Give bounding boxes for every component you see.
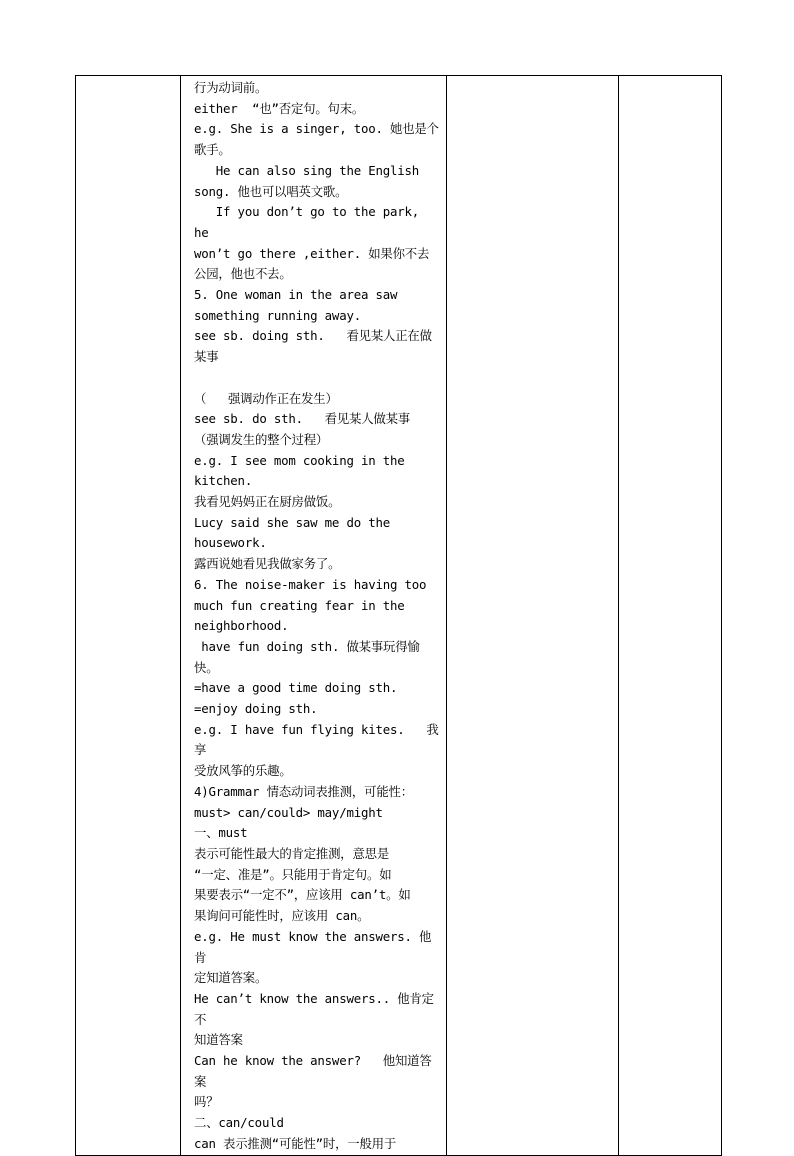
text-line: neighborhood. — [194, 618, 289, 634]
content-text — [181, 76, 446, 1155]
lesson-plan-table — [75, 75, 722, 1156]
text-line: see sb. do sth. 看见某人做某事 — [194, 411, 411, 427]
text-line: 果要表示“一定不”，应该用 can’t。如 — [194, 887, 411, 903]
text-line: much fun creating fear in the — [194, 597, 405, 613]
left-margin-cell — [76, 76, 181, 1156]
text-line: 吗？ — [194, 1094, 219, 1110]
text-line: e.g. She is a singer, too. 她也是个 — [194, 121, 439, 137]
text-line: e.g. He must know the answers. 他肯 — [194, 928, 432, 965]
text-line: kitchen. — [194, 473, 253, 489]
text-line: 歌手。 — [194, 142, 231, 158]
text-line: 6. The noise-maker is having too — [194, 576, 427, 592]
text-line: 我看见妈妈正在厨房做饭。 — [194, 494, 341, 510]
text-line: won’t go there ,either. 如果你不去 — [194, 245, 430, 261]
text-line: Can he know the answer? 他知道答案 — [194, 1053, 432, 1089]
text-line: housework. — [194, 535, 267, 551]
text-line: 露西说她看见我做家务了。 — [194, 556, 341, 572]
text-line: 4)Grammar 情态动词表推测，可能性： — [194, 783, 413, 799]
remarks-cell — [619, 76, 722, 1156]
text-line: 公园，他也不去。 — [194, 266, 292, 282]
table-row — [76, 76, 722, 1156]
text-line: （强调发生的整个过程） — [194, 431, 329, 447]
text-line: He can also sing the English — [194, 162, 420, 178]
text-line: 5. One woman in the area saw — [194, 287, 398, 303]
text-line: 定知道答案。 — [194, 970, 268, 986]
text-line: =have a good time doing sth. — [194, 680, 398, 696]
text-line: He can’t know the answers.. 他肯定不 — [194, 990, 434, 1027]
text-line: 行为动词前。 — [194, 80, 268, 95]
text-line: either “也”否定句。句末。 — [194, 100, 365, 116]
text-line: something running away. — [194, 307, 361, 323]
text-line: 受放风筝的乐趣。 — [194, 763, 292, 779]
text-line: must> can/could> may/might — [194, 804, 383, 820]
text-line: （ 强调动作正在发生） — [194, 390, 338, 406]
text-line: have fun doing sth. 做某事玩得愉快。 — [194, 638, 420, 675]
text-line: “一定、准是”。只能用于肯定句。如 — [194, 866, 392, 882]
text-line: see sb. doing sth. 看见某人正在做 — [194, 328, 432, 344]
text-line: 知道答案 — [194, 1032, 243, 1048]
text-line: If you don’t go to the park, he — [194, 204, 427, 240]
notes-cell — [447, 76, 619, 1156]
text-line: song. 他也可以唱英文歌。 — [194, 183, 348, 199]
content-cell — [181, 76, 447, 1156]
text-line: e.g. I have fun flying kites. 我享 — [194, 721, 439, 758]
text-line: 一、must — [194, 825, 248, 841]
text-line: Lucy said she saw me do the — [194, 514, 391, 530]
text-line: 二、can/could — [194, 1115, 284, 1131]
text-line: e.g. I see mom cooking in the — [194, 452, 405, 468]
text-line — [194, 368, 440, 389]
text-line: can 表示推测“可能性”时，一般用于 — [194, 1135, 397, 1151]
text-line: 表示可能性最大的肯定推测，意思是 — [194, 846, 390, 861]
text-line: =enjoy doing sth. — [194, 701, 318, 717]
text-line: 某事 — [194, 349, 219, 365]
text-line: 果询问可能性时，应该用 can。 — [194, 908, 370, 924]
